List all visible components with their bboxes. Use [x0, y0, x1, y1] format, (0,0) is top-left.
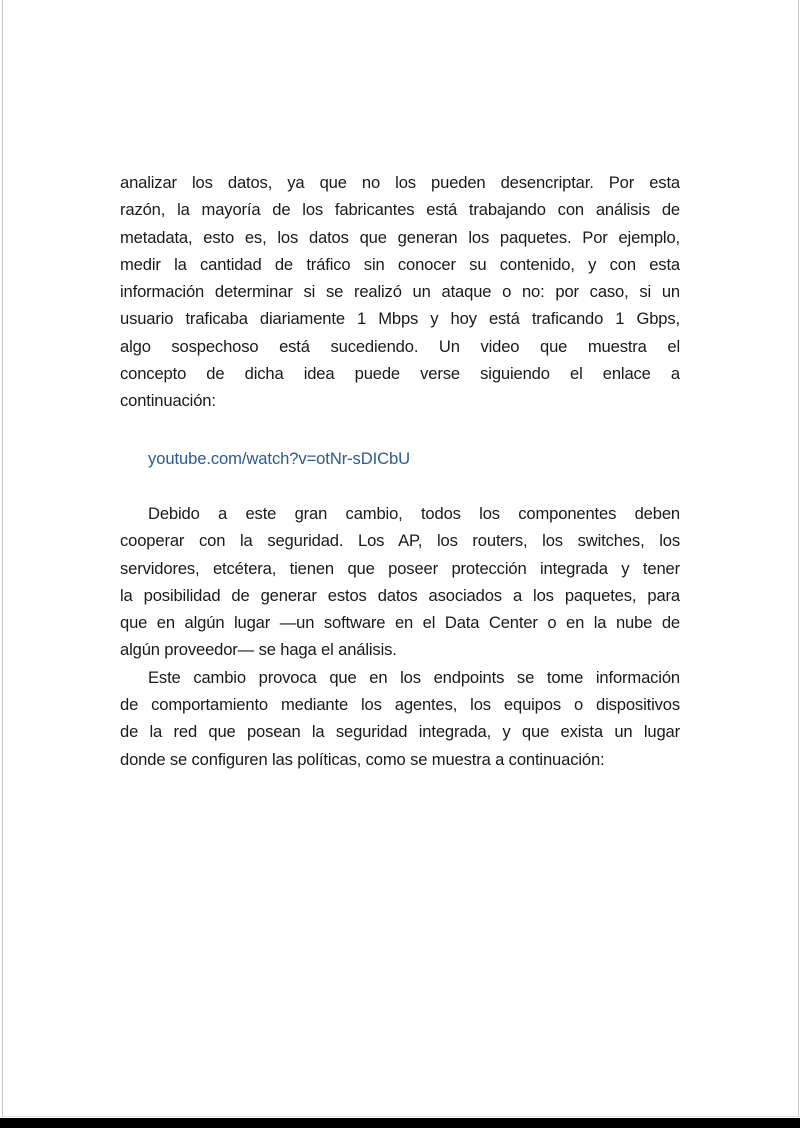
bottom-bar [0, 1118, 800, 1128]
text-line: algo sospechoso está sucediendo. Un video que muestra el [120, 336, 680, 356]
text-line: la posibilidad de generar estos datos asociados a los paquetes, para [120, 585, 680, 605]
text-line: medir la cantidad de tráfico sin conocer su contenido, y con esta [120, 254, 680, 274]
text-line: de comportamiento mediante los agentes, los equipos o dispositivos [120, 695, 680, 715]
text-line: Debido a este gran cambio, todos los componentes deben [148, 504, 680, 523]
text-line: de la red que posean la seguridad integrada, y que exista un lugar [120, 722, 680, 742]
text-line: concepto de dicha idea puede verse siguiendo el enlace a [120, 364, 680, 384]
youtube-link[interactable]: youtube.com/watch?v=otNr-sDICbU [148, 449, 411, 468]
paragraph-components [120, 500, 680, 773]
text-line: servidores, etcétera, tienen que poseer protección integrada y tener [120, 558, 680, 578]
text-line: información determinar si se realizó un ataque o no: por caso, si un [120, 282, 680, 302]
text-line: razón, la mayoría de los fabricantes está trabajando con análisis de [120, 200, 680, 220]
text-line: algún proveedor— se haga el análisis. [120, 640, 397, 660]
text-line: cooperar con la seguridad. Los AP, los routers, los switches, los [120, 531, 680, 551]
text-line: que en algún lugar —un software en el Data Center o en la nube de [120, 613, 680, 633]
text-line: usuario traficaba diariamente 1 Mbps y hoy está traficando 1 Gbps, [120, 309, 680, 329]
text-line: analizar los datos, ya que no los pueden desencriptar. Por esta [120, 173, 680, 192]
text-line: continuación: [120, 391, 216, 411]
text-line: Este cambio provoca que en los endpoints se tome información [148, 667, 680, 687]
text-line: donde se configuren las políticas, como se muestra a continuación: [120, 749, 605, 769]
paragraph-analysis [120, 169, 680, 415]
text-line: metadata, esto es, los datos que generan los paquetes. Por ejemplo, [120, 227, 680, 247]
